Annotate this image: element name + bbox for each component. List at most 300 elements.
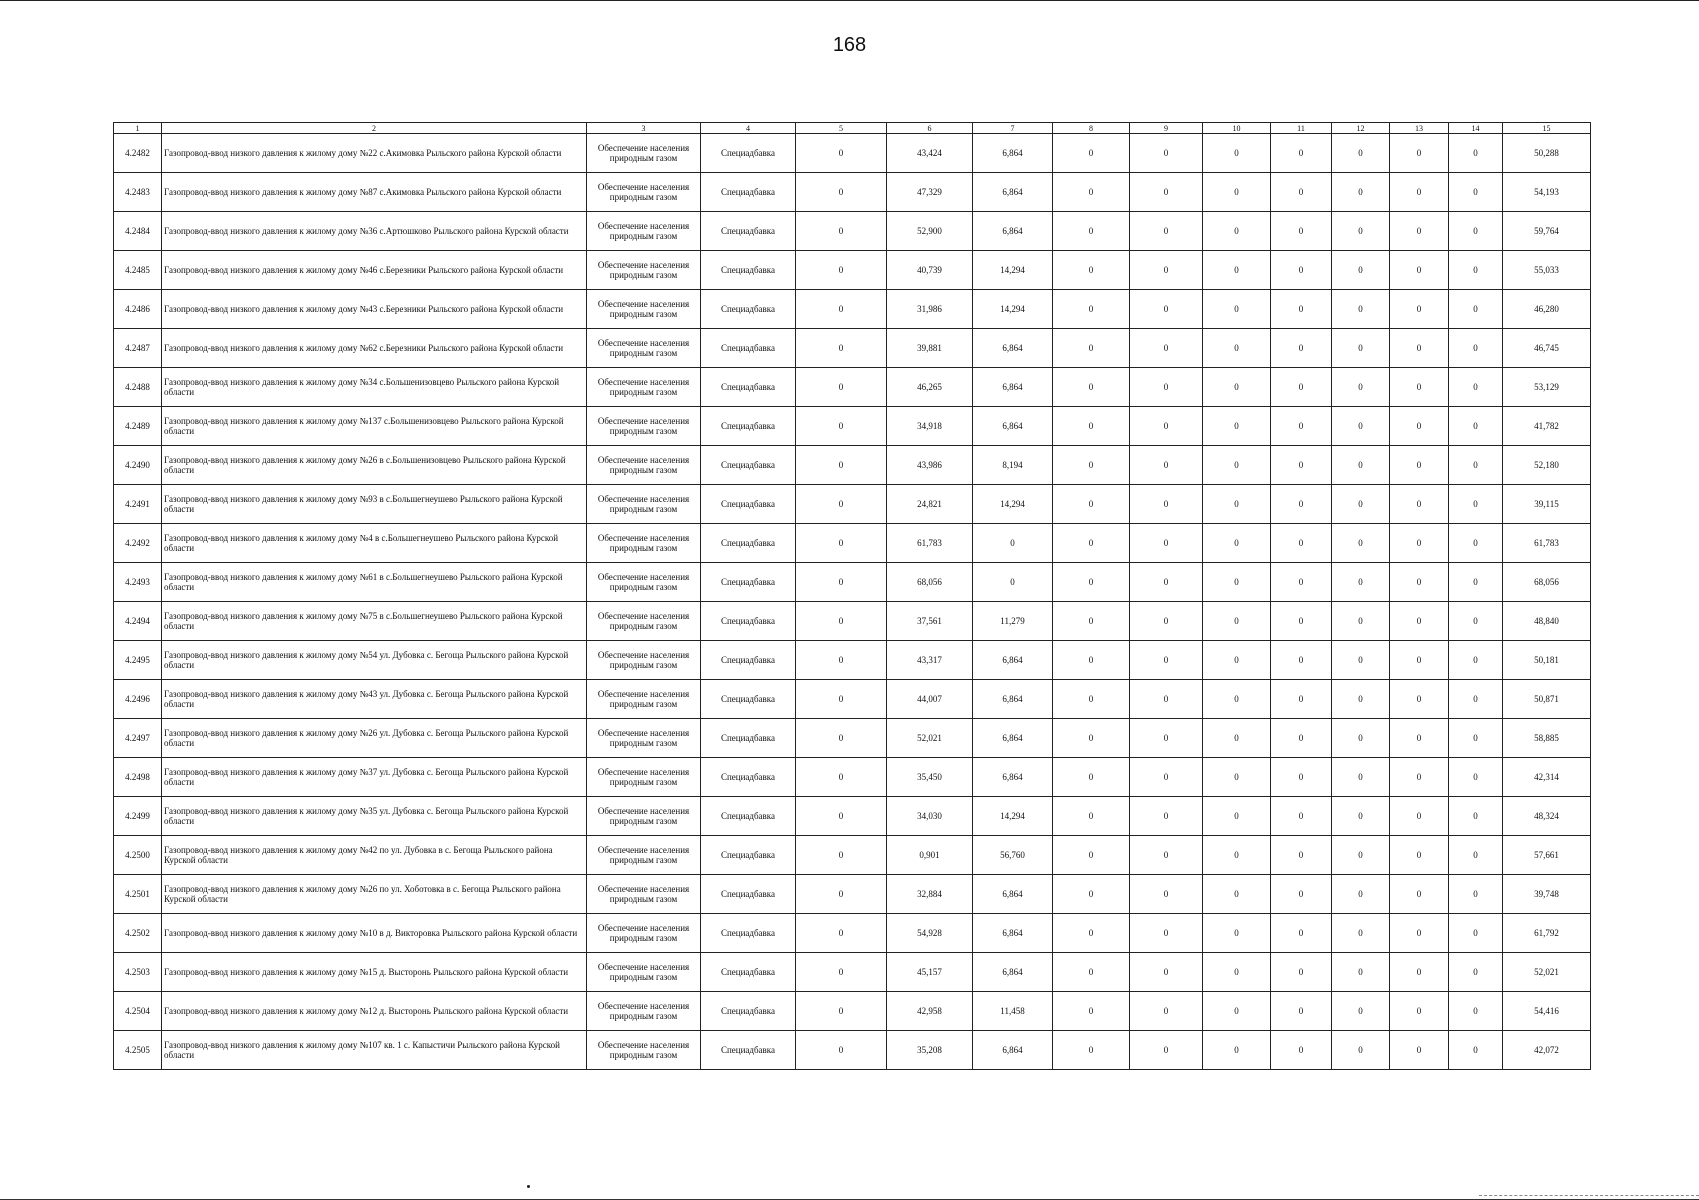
row-description: Газопровод-ввод низкого давления к жилому дому №42 по ул. Дубовка в с. Бегоща Рыльского района Курской области bbox=[162, 836, 587, 875]
row-col5: 0 bbox=[796, 680, 887, 719]
row-col10: 0 bbox=[1203, 641, 1271, 680]
row-col5: 0 bbox=[796, 524, 887, 563]
row-col12: 0 bbox=[1332, 485, 1390, 524]
table-row bbox=[114, 992, 1591, 1031]
column-header-4: 4 bbox=[701, 123, 796, 134]
row-funding-source: Специадбавка bbox=[701, 524, 796, 563]
table-row bbox=[114, 485, 1591, 524]
row-col7: 6,864 bbox=[973, 134, 1053, 173]
row-col7: 6,864 bbox=[973, 719, 1053, 758]
row-col10: 0 bbox=[1203, 368, 1271, 407]
row-col9: 0 bbox=[1130, 602, 1203, 641]
row-col14: 0 bbox=[1449, 836, 1503, 875]
row-col8: 0 bbox=[1053, 134, 1130, 173]
row-col7: 6,864 bbox=[973, 641, 1053, 680]
row-col13: 0 bbox=[1390, 602, 1449, 641]
row-col12: 0 bbox=[1332, 251, 1390, 290]
row-col6: 31,986 bbox=[887, 290, 973, 329]
row-col10: 0 bbox=[1203, 914, 1271, 953]
row-col6: 34,030 bbox=[887, 797, 973, 836]
row-col12: 0 bbox=[1332, 797, 1390, 836]
row-col14: 0 bbox=[1449, 680, 1503, 719]
row-id: 4.2491 bbox=[114, 485, 162, 524]
row-purpose: Обеспечение населения природным газом bbox=[587, 407, 701, 446]
row-col12: 0 bbox=[1332, 758, 1390, 797]
row-total: 52,021 bbox=[1503, 953, 1591, 992]
row-col6: 43,986 bbox=[887, 446, 973, 485]
stray-dot bbox=[527, 1185, 530, 1188]
row-col8: 0 bbox=[1053, 797, 1130, 836]
row-id: 4.2487 bbox=[114, 329, 162, 368]
row-total: 59,764 bbox=[1503, 212, 1591, 251]
row-col12: 0 bbox=[1332, 407, 1390, 446]
row-description: Газопровод-ввод низкого давления к жилому дому №43 с.Березники Рыльского района Курской области bbox=[162, 290, 587, 329]
row-col5: 0 bbox=[796, 251, 887, 290]
row-funding-source: Специадбавка bbox=[701, 407, 796, 446]
row-col13: 0 bbox=[1390, 446, 1449, 485]
row-col5: 0 bbox=[796, 563, 887, 602]
table-body bbox=[114, 134, 1591, 1070]
row-col7: 14,294 bbox=[973, 251, 1053, 290]
column-header-10: 10 bbox=[1203, 123, 1271, 134]
row-funding-source: Специадбавка bbox=[701, 134, 796, 173]
row-col6: 40,739 bbox=[887, 251, 973, 290]
row-col7: 11,279 bbox=[973, 602, 1053, 641]
column-header-15: 15 bbox=[1503, 123, 1591, 134]
row-col8: 0 bbox=[1053, 251, 1130, 290]
row-col8: 0 bbox=[1053, 953, 1130, 992]
row-purpose: Обеспечение населения природным газом bbox=[587, 212, 701, 251]
row-col5: 0 bbox=[796, 641, 887, 680]
column-header-8: 8 bbox=[1053, 123, 1130, 134]
row-funding-source: Специадбавка bbox=[701, 797, 796, 836]
row-col13: 0 bbox=[1390, 680, 1449, 719]
row-col11: 0 bbox=[1271, 524, 1332, 563]
row-col11: 0 bbox=[1271, 758, 1332, 797]
row-funding-source: Специадбавка bbox=[701, 563, 796, 602]
table-row bbox=[114, 134, 1591, 173]
row-description: Газопровод-ввод низкого давления к жилому дому №4 в с.Большегнеушево Рыльского района Курской области bbox=[162, 524, 587, 563]
row-col10: 0 bbox=[1203, 407, 1271, 446]
row-col9: 0 bbox=[1130, 407, 1203, 446]
row-col11: 0 bbox=[1271, 134, 1332, 173]
row-col9: 0 bbox=[1130, 758, 1203, 797]
row-id: 4.2496 bbox=[114, 680, 162, 719]
row-id: 4.2498 bbox=[114, 758, 162, 797]
row-col7: 6,864 bbox=[973, 680, 1053, 719]
row-purpose: Обеспечение населения природным газом bbox=[587, 524, 701, 563]
row-funding-source: Специадбавка bbox=[701, 602, 796, 641]
row-purpose: Обеспечение населения природным газом bbox=[587, 134, 701, 173]
row-col12: 0 bbox=[1332, 1031, 1390, 1070]
row-id: 4.2489 bbox=[114, 407, 162, 446]
row-id: 4.2492 bbox=[114, 524, 162, 563]
table-row bbox=[114, 719, 1591, 758]
row-id: 4.2503 bbox=[114, 953, 162, 992]
row-funding-source: Специадбавка bbox=[701, 875, 796, 914]
row-col6: 42,958 bbox=[887, 992, 973, 1031]
row-col14: 0 bbox=[1449, 485, 1503, 524]
row-col9: 0 bbox=[1130, 875, 1203, 914]
table-row bbox=[114, 251, 1591, 290]
row-col7: 6,864 bbox=[973, 758, 1053, 797]
row-description: Газопровод-ввод низкого давления к жилому дому №12 д. Высторонь Рыльского района Курской области bbox=[162, 992, 587, 1031]
row-col13: 0 bbox=[1390, 212, 1449, 251]
row-funding-source: Специадбавка bbox=[701, 680, 796, 719]
row-col5: 0 bbox=[796, 797, 887, 836]
row-col13: 0 bbox=[1390, 719, 1449, 758]
row-col7: 14,294 bbox=[973, 290, 1053, 329]
row-col14: 0 bbox=[1449, 992, 1503, 1031]
row-col6: 24,821 bbox=[887, 485, 973, 524]
row-funding-source: Специадбавка bbox=[701, 485, 796, 524]
row-total: 52,180 bbox=[1503, 446, 1591, 485]
row-description: Газопровод-ввод низкого давления к жилому дому №61 в с.Большегнеушево Рыльского района Курской области bbox=[162, 563, 587, 602]
row-col5: 0 bbox=[796, 446, 887, 485]
row-total: 48,324 bbox=[1503, 797, 1591, 836]
row-description: Газопровод-ввод низкого давления к жилому дому №35 ул. Дубовка с. Бегоща Рыльского района Курской области bbox=[162, 797, 587, 836]
row-col11: 0 bbox=[1271, 173, 1332, 212]
row-col12: 0 bbox=[1332, 680, 1390, 719]
row-description: Газопровод-ввод низкого давления к жилому дому №62 с.Березники Рыльского района Курской области bbox=[162, 329, 587, 368]
row-col12: 0 bbox=[1332, 836, 1390, 875]
table-row bbox=[114, 407, 1591, 446]
row-col14: 0 bbox=[1449, 641, 1503, 680]
row-id: 4.2485 bbox=[114, 251, 162, 290]
row-col5: 0 bbox=[796, 602, 887, 641]
row-id: 4.2488 bbox=[114, 368, 162, 407]
scan-edge-mark bbox=[1479, 1194, 1699, 1196]
row-funding-source: Специадбавка bbox=[701, 329, 796, 368]
row-col11: 0 bbox=[1271, 797, 1332, 836]
row-col6: 45,157 bbox=[887, 953, 973, 992]
row-col8: 0 bbox=[1053, 329, 1130, 368]
row-col12: 0 bbox=[1332, 719, 1390, 758]
row-description: Газопровод-ввод низкого давления к жилому дому №10 в д. Викторовка Рыльского района Курской области bbox=[162, 914, 587, 953]
row-description: Газопровод-ввод низкого давления к жилому дому №22 с.Акимовка Рыльского района Курской области bbox=[162, 134, 587, 173]
row-col14: 0 bbox=[1449, 524, 1503, 563]
row-funding-source: Специадбавка bbox=[701, 836, 796, 875]
row-col12: 0 bbox=[1332, 212, 1390, 251]
row-purpose: Обеспечение населения природным газом bbox=[587, 446, 701, 485]
row-col8: 0 bbox=[1053, 758, 1130, 797]
row-col12: 0 bbox=[1332, 329, 1390, 368]
row-col13: 0 bbox=[1390, 641, 1449, 680]
row-col14: 0 bbox=[1449, 602, 1503, 641]
row-col12: 0 bbox=[1332, 641, 1390, 680]
row-col9: 0 bbox=[1130, 953, 1203, 992]
row-purpose: Обеспечение населения природным газом bbox=[587, 1031, 701, 1070]
row-funding-source: Специадбавка bbox=[701, 290, 796, 329]
row-col14: 0 bbox=[1449, 134, 1503, 173]
row-col10: 0 bbox=[1203, 446, 1271, 485]
row-funding-source: Специадбавка bbox=[701, 992, 796, 1031]
row-col9: 0 bbox=[1130, 563, 1203, 602]
row-purpose: Обеспечение населения природным газом bbox=[587, 719, 701, 758]
row-col6: 35,208 bbox=[887, 1031, 973, 1070]
table-row bbox=[114, 758, 1591, 797]
row-col8: 0 bbox=[1053, 1031, 1130, 1070]
row-col9: 0 bbox=[1130, 290, 1203, 329]
row-purpose: Обеспечение населения природным газом bbox=[587, 251, 701, 290]
row-id: 4.2484 bbox=[114, 212, 162, 251]
table-row bbox=[114, 173, 1591, 212]
row-col5: 0 bbox=[796, 368, 887, 407]
row-id: 4.2490 bbox=[114, 446, 162, 485]
table-row bbox=[114, 368, 1591, 407]
row-purpose: Обеспечение населения природным газом bbox=[587, 602, 701, 641]
table-container bbox=[113, 122, 1590, 1070]
row-total: 54,193 bbox=[1503, 173, 1591, 212]
row-col6: 43,424 bbox=[887, 134, 973, 173]
row-col9: 0 bbox=[1130, 836, 1203, 875]
row-col6: 52,900 bbox=[887, 212, 973, 251]
row-col8: 0 bbox=[1053, 173, 1130, 212]
row-col8: 0 bbox=[1053, 602, 1130, 641]
row-funding-source: Специадбавка bbox=[701, 173, 796, 212]
row-col11: 0 bbox=[1271, 251, 1332, 290]
row-total: 39,748 bbox=[1503, 875, 1591, 914]
row-col5: 0 bbox=[796, 212, 887, 251]
row-funding-source: Специадбавка bbox=[701, 446, 796, 485]
row-col5: 0 bbox=[796, 914, 887, 953]
row-id: 4.2505 bbox=[114, 1031, 162, 1070]
row-id: 4.2500 bbox=[114, 836, 162, 875]
row-col5: 0 bbox=[796, 953, 887, 992]
row-total: 48,840 bbox=[1503, 602, 1591, 641]
row-col12: 0 bbox=[1332, 992, 1390, 1031]
row-col11: 0 bbox=[1271, 563, 1332, 602]
row-description: Газопровод-ввод низкого давления к жилому дому №43 ул. Дубовка с. Бегоща Рыльского района Курской области bbox=[162, 680, 587, 719]
table-row bbox=[114, 797, 1591, 836]
row-total: 42,314 bbox=[1503, 758, 1591, 797]
row-col8: 0 bbox=[1053, 719, 1130, 758]
row-col14: 0 bbox=[1449, 407, 1503, 446]
row-col12: 0 bbox=[1332, 563, 1390, 602]
row-col9: 0 bbox=[1130, 992, 1203, 1031]
row-description: Газопровод-ввод низкого давления к жилому дому №37 ул. Дубовка с. Бегоща Рыльского района Курской области bbox=[162, 758, 587, 797]
row-purpose: Обеспечение населения природным газом bbox=[587, 680, 701, 719]
row-col11: 0 bbox=[1271, 875, 1332, 914]
row-col5: 0 bbox=[796, 407, 887, 446]
row-col14: 0 bbox=[1449, 563, 1503, 602]
row-col7: 6,864 bbox=[973, 368, 1053, 407]
row-col9: 0 bbox=[1130, 641, 1203, 680]
row-col5: 0 bbox=[796, 1031, 887, 1070]
row-col10: 0 bbox=[1203, 329, 1271, 368]
row-col10: 0 bbox=[1203, 758, 1271, 797]
row-col7: 56,760 bbox=[973, 836, 1053, 875]
row-funding-source: Специадбавка bbox=[701, 368, 796, 407]
row-total: 54,416 bbox=[1503, 992, 1591, 1031]
row-purpose: Обеспечение населения природным газом bbox=[587, 368, 701, 407]
row-col7: 0 bbox=[973, 524, 1053, 563]
row-col10: 0 bbox=[1203, 1031, 1271, 1070]
row-col10: 0 bbox=[1203, 563, 1271, 602]
row-col6: 52,021 bbox=[887, 719, 973, 758]
data-table bbox=[113, 122, 1591, 1070]
row-col7: 6,864 bbox=[973, 875, 1053, 914]
row-col12: 0 bbox=[1332, 173, 1390, 212]
row-col12: 0 bbox=[1332, 953, 1390, 992]
row-total: 57,661 bbox=[1503, 836, 1591, 875]
row-col9: 0 bbox=[1130, 485, 1203, 524]
row-col14: 0 bbox=[1449, 212, 1503, 251]
row-col9: 0 bbox=[1130, 914, 1203, 953]
row-id: 4.2493 bbox=[114, 563, 162, 602]
row-col10: 0 bbox=[1203, 875, 1271, 914]
row-col11: 0 bbox=[1271, 680, 1332, 719]
row-col7: 8,194 bbox=[973, 446, 1053, 485]
row-total: 61,783 bbox=[1503, 524, 1591, 563]
row-id: 4.2482 bbox=[114, 134, 162, 173]
page-number: 168 bbox=[832, 34, 867, 56]
row-funding-source: Специадбавка bbox=[701, 251, 796, 290]
table-row bbox=[114, 602, 1591, 641]
column-header-7: 7 bbox=[973, 123, 1053, 134]
row-col11: 0 bbox=[1271, 641, 1332, 680]
row-id: 4.2495 bbox=[114, 641, 162, 680]
row-col5: 0 bbox=[796, 836, 887, 875]
column-header-12: 12 bbox=[1332, 123, 1390, 134]
row-col14: 0 bbox=[1449, 173, 1503, 212]
row-col13: 0 bbox=[1390, 953, 1449, 992]
row-col14: 0 bbox=[1449, 329, 1503, 368]
row-col12: 0 bbox=[1332, 446, 1390, 485]
row-col9: 0 bbox=[1130, 134, 1203, 173]
row-col7: 6,864 bbox=[973, 329, 1053, 368]
row-col6: 54,928 bbox=[887, 914, 973, 953]
row-col11: 0 bbox=[1271, 485, 1332, 524]
table-row bbox=[114, 329, 1591, 368]
row-col14: 0 bbox=[1449, 875, 1503, 914]
row-col13: 0 bbox=[1390, 836, 1449, 875]
row-col13: 0 bbox=[1390, 134, 1449, 173]
row-purpose: Обеспечение населения природным газом bbox=[587, 173, 701, 212]
row-col10: 0 bbox=[1203, 251, 1271, 290]
row-col13: 0 bbox=[1390, 407, 1449, 446]
table-row bbox=[114, 524, 1591, 563]
row-col9: 0 bbox=[1130, 680, 1203, 719]
row-description: Газопровод-ввод низкого давления к жилому дому №36 с.Артюшково Рыльского района Курской области bbox=[162, 212, 587, 251]
row-col5: 0 bbox=[796, 719, 887, 758]
column-header-5: 5 bbox=[796, 123, 887, 134]
row-col5: 0 bbox=[796, 134, 887, 173]
row-purpose: Обеспечение населения природным газом bbox=[587, 953, 701, 992]
row-description: Газопровод-ввод низкого давления к жилому дому №26 по ул. Хоботовка в с. Бегоща Рыльского района Курской области bbox=[162, 875, 587, 914]
row-col9: 0 bbox=[1130, 173, 1203, 212]
row-purpose: Обеспечение населения природным газом bbox=[587, 485, 701, 524]
row-col7: 6,864 bbox=[973, 407, 1053, 446]
row-purpose: Обеспечение населения природным газом bbox=[587, 290, 701, 329]
row-id: 4.2497 bbox=[114, 719, 162, 758]
row-col8: 0 bbox=[1053, 836, 1130, 875]
row-col11: 0 bbox=[1271, 719, 1332, 758]
row-col11: 0 bbox=[1271, 836, 1332, 875]
row-col13: 0 bbox=[1390, 524, 1449, 563]
row-id: 4.2501 bbox=[114, 875, 162, 914]
row-funding-source: Специадбавка bbox=[701, 1031, 796, 1070]
table-row bbox=[114, 446, 1591, 485]
row-purpose: Обеспечение населения природным газом bbox=[587, 914, 701, 953]
row-col13: 0 bbox=[1390, 914, 1449, 953]
row-col9: 0 bbox=[1130, 719, 1203, 758]
row-col7: 14,294 bbox=[973, 485, 1053, 524]
row-description: Газопровод-ввод низкого давления к жилому дому №26 ул. Дубовка с. Бегоща Рыльского района Курской области bbox=[162, 719, 587, 758]
table-row bbox=[114, 914, 1591, 953]
row-col6: 32,884 bbox=[887, 875, 973, 914]
row-col13: 0 bbox=[1390, 251, 1449, 290]
row-funding-source: Специадбавка bbox=[701, 212, 796, 251]
row-col13: 0 bbox=[1390, 485, 1449, 524]
row-col11: 0 bbox=[1271, 329, 1332, 368]
row-col5: 0 bbox=[796, 485, 887, 524]
table-row bbox=[114, 953, 1591, 992]
row-col7: 6,864 bbox=[973, 953, 1053, 992]
row-col13: 0 bbox=[1390, 563, 1449, 602]
row-col10: 0 bbox=[1203, 134, 1271, 173]
row-purpose: Обеспечение населения природным газом bbox=[587, 758, 701, 797]
row-col6: 34,918 bbox=[887, 407, 973, 446]
row-total: 39,115 bbox=[1503, 485, 1591, 524]
row-id: 4.2483 bbox=[114, 173, 162, 212]
row-col6: 47,329 bbox=[887, 173, 973, 212]
row-col8: 0 bbox=[1053, 563, 1130, 602]
row-col14: 0 bbox=[1449, 290, 1503, 329]
row-description: Газопровод-ввод низкого давления к жилому дому №46 с.Березники Рыльского района Курской области bbox=[162, 251, 587, 290]
row-col6: 46,265 bbox=[887, 368, 973, 407]
row-col10: 0 bbox=[1203, 992, 1271, 1031]
row-col6: 0,901 bbox=[887, 836, 973, 875]
row-col10: 0 bbox=[1203, 485, 1271, 524]
row-col5: 0 bbox=[796, 758, 887, 797]
row-total: 50,871 bbox=[1503, 680, 1591, 719]
row-col8: 0 bbox=[1053, 875, 1130, 914]
row-description: Газопровод-ввод низкого давления к жилому дому №54 ул. Дубовка с. Бегоща Рыльского района Курской области bbox=[162, 641, 587, 680]
row-col6: 61,783 bbox=[887, 524, 973, 563]
row-col9: 0 bbox=[1130, 524, 1203, 563]
table-row bbox=[114, 1031, 1591, 1070]
row-col7: 14,294 bbox=[973, 797, 1053, 836]
row-col10: 0 bbox=[1203, 524, 1271, 563]
row-col11: 0 bbox=[1271, 407, 1332, 446]
row-col13: 0 bbox=[1390, 797, 1449, 836]
row-col8: 0 bbox=[1053, 641, 1130, 680]
row-col11: 0 bbox=[1271, 290, 1332, 329]
table-row bbox=[114, 212, 1591, 251]
row-col9: 0 bbox=[1130, 329, 1203, 368]
column-header-2: 2 bbox=[162, 123, 587, 134]
row-col14: 0 bbox=[1449, 1031, 1503, 1070]
row-col10: 0 bbox=[1203, 719, 1271, 758]
row-id: 4.2504 bbox=[114, 992, 162, 1031]
row-col7: 11,458 bbox=[973, 992, 1053, 1031]
row-col8: 0 bbox=[1053, 407, 1130, 446]
row-funding-source: Специадбавка bbox=[701, 641, 796, 680]
row-col6: 43,317 bbox=[887, 641, 973, 680]
row-col8: 0 bbox=[1053, 914, 1130, 953]
row-col8: 0 bbox=[1053, 290, 1130, 329]
row-col7: 6,864 bbox=[973, 1031, 1053, 1070]
row-col14: 0 bbox=[1449, 797, 1503, 836]
row-col14: 0 bbox=[1449, 719, 1503, 758]
row-col10: 0 bbox=[1203, 290, 1271, 329]
row-col5: 0 bbox=[796, 173, 887, 212]
row-col11: 0 bbox=[1271, 368, 1332, 407]
row-col14: 0 bbox=[1449, 758, 1503, 797]
row-col10: 0 bbox=[1203, 212, 1271, 251]
table-row bbox=[114, 875, 1591, 914]
